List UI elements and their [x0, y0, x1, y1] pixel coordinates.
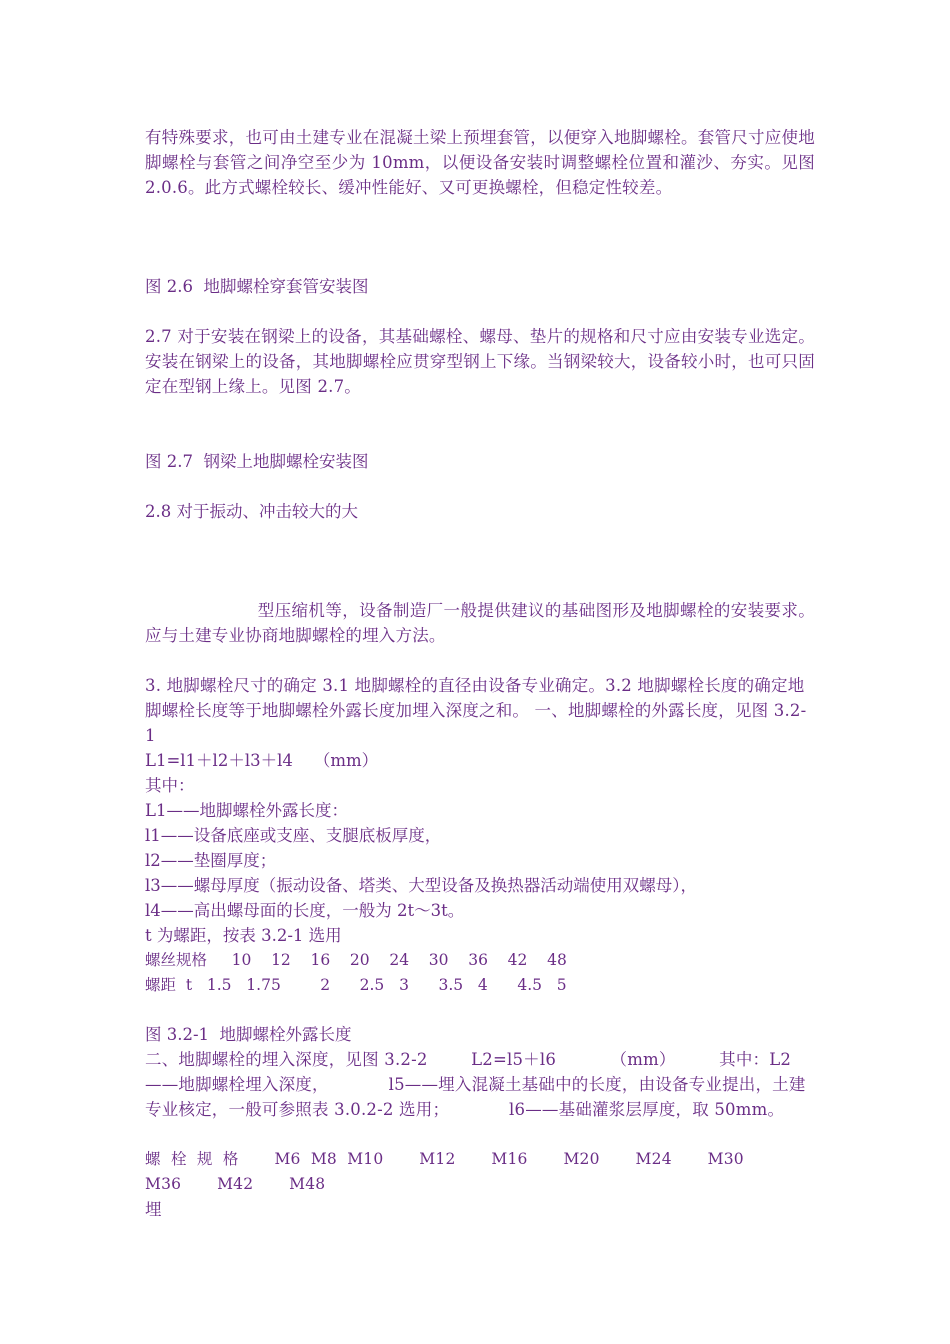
- paragraph-2-8-continued: 型压缩机等，设备制造厂一般提供建议的基础图形及地脚螺栓的安装要求。应与土建专业协商地脚螺栓的埋入方法。: [145, 601, 815, 645]
- paragraph-embed-depth: 二、地脚螺栓的埋入深度，见图 3.2-2 L2=l5＋l6 （mm） 其中：L2——地脚螺栓埋入深度， l5——埋入混凝土基础中的长度，由设备专业提出，土建专业核定，一般可参照表 3.0.2-2 选用； l6——基础灌浆层厚度，取 50mm。: [145, 1050, 806, 1119]
- definition-l1: l1——设备底座或支座、支腿底板厚度，: [145, 826, 442, 845]
- figure-caption-2-7: 图 2.7 钢梁上地脚螺栓安装图: [145, 452, 369, 471]
- bolt-spec-row: 螺 栓 规 格 M6 M8 M10 M12 M16 M20 M24 M30 M36 M42 M48: [145, 1150, 780, 1193]
- paragraph-2-8-start: 2.8 对于振动、冲击较大的大: [145, 502, 358, 521]
- truncated-line: 埋: [145, 1200, 162, 1219]
- thread-spec-row: 螺丝规格 10 12 16 20 24 30 36 42 48: [145, 951, 567, 969]
- paragraph-2-7: 2.7 对于安装在钢梁上的设备，其基础螺栓、螺母、垫片的规格和尺寸应由安装专业选定。安装在钢梁上的设备，其地脚螺栓应贯穿型钢上下缘。当钢梁较大，设备较小时，也可只固定在型钢上缘上。见图 2.7。: [145, 327, 815, 396]
- definition-l2: l2——垫圈厚度；: [145, 851, 277, 870]
- formula-L1: L1=l1＋l2＋l3＋l4 （mm）: [145, 751, 379, 770]
- pitch-note: t 为螺距，按表 3.2-1 选用: [145, 926, 342, 945]
- figure-caption-2-6: 图 2.6 地脚螺栓穿套管安装图: [145, 277, 369, 296]
- where-label: 其中：: [145, 776, 195, 795]
- definition-l3: l3——螺母厚度（振动设备、塔类、大型设备及换热器活动端使用双螺母），: [145, 876, 698, 895]
- definition-l4: l4——高出螺母面的长度，一般为 2t～3t。: [145, 901, 465, 920]
- paragraph-section-3: 3. 地脚螺栓尺寸的确定 3.1 地脚螺栓的直径由设备专业确定。3.2 地脚螺栓长度的确定地脚螺栓长度等于地脚螺栓外露长度加埋入深度之和。 一、地脚螺栓的外露长度，见图 3.2-1: [145, 676, 807, 745]
- figure-caption-3-2-1: 图 3.2-1 地脚螺栓外露长度: [145, 1025, 352, 1044]
- pitch-row: 螺距 t 1.5 1.75 2 2.5 3 3.5 4 4.5 5: [145, 976, 567, 994]
- definition-L1: L1——地脚螺栓外露长度：: [145, 801, 348, 820]
- paragraph-sleeve-embedding: 有特殊要求，也可由土建专业在混凝土梁上预埋套管，以便穿入地脚螺栓。套管尺寸应使地脚螺栓与套管之间净空至少为 10mm，以便设备安装时调整螺栓位置和灌沙、夯实。见图 2.0.6。此方式螺栓较长、缓冲性能好、又可更换螺栓，但稳定性较差。: [145, 128, 815, 197]
